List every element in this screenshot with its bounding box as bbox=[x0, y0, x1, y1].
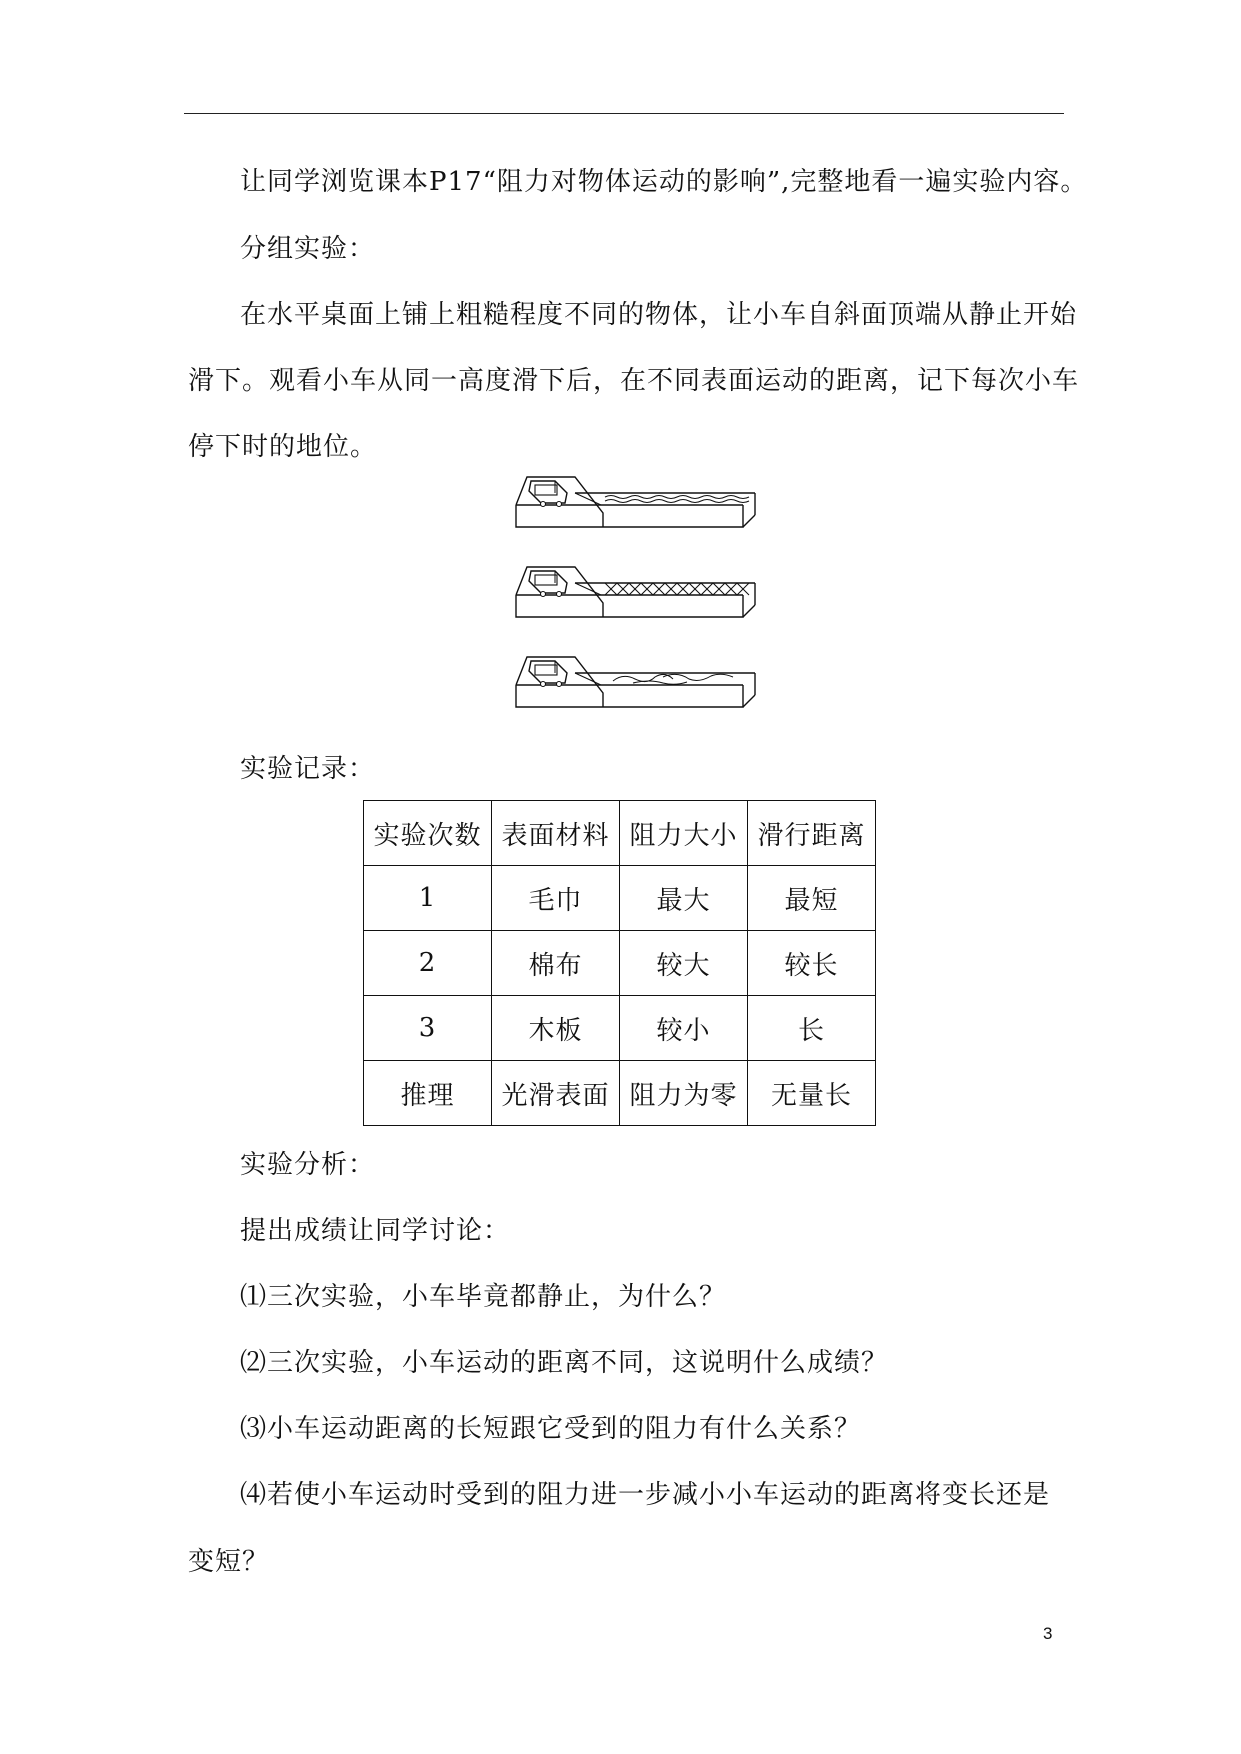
table-row bbox=[364, 1061, 876, 1126]
table-header-row bbox=[364, 801, 876, 866]
table-cell: 毛巾 bbox=[492, 866, 620, 931]
paragraph-intro: 让同学浏览课本P17“阻力对物体运动的影响”,完整地看一遍实验内容。 bbox=[240, 167, 1088, 197]
question-4-line-1: ⑷若使小车运动时受到的阻力进一步减小小车运动的距离将变长还是 bbox=[240, 1480, 1051, 1510]
heading-experiment-record: 实验记录： bbox=[240, 754, 376, 784]
table-cell: 棉布 bbox=[492, 931, 620, 996]
question-1: ⑴三次实验，小车毕竟都静止，为什么？ bbox=[240, 1282, 727, 1312]
paragraph-procedure-line-1: 在水平桌面上铺上粗糙程度不同的物体，让小车自斜面顶端从静止开始 bbox=[240, 300, 1078, 330]
ramp-towel-surface bbox=[516, 477, 755, 527]
table-cell: 较大 bbox=[620, 931, 748, 996]
table-cell: 最短 bbox=[748, 866, 876, 931]
table-cell: 3 bbox=[364, 996, 492, 1061]
table-cell: 2 bbox=[364, 931, 492, 996]
table-cell: 光滑表面 bbox=[492, 1061, 620, 1126]
table-cell: 较小 bbox=[620, 996, 748, 1061]
header-rule bbox=[184, 113, 1064, 114]
page-number: 3 bbox=[1043, 1624, 1053, 1643]
table-header-cell: 表面材料 bbox=[492, 801, 620, 866]
table-cell: 推理 bbox=[364, 1061, 492, 1126]
ramp-cloth-surface bbox=[516, 567, 755, 617]
table-cell: 阻力为零 bbox=[620, 1061, 748, 1126]
table-row bbox=[364, 866, 876, 931]
table-header-cell: 阻力大小 bbox=[620, 801, 748, 866]
table-row bbox=[364, 931, 876, 996]
ramp-wood-surface bbox=[516, 657, 755, 707]
table-header-cell: 滑行距离 bbox=[748, 801, 876, 866]
question-2: ⑵三次实验，小车运动的距离不同，这说明什么成绩？ bbox=[240, 1348, 889, 1378]
table-cell: 较长 bbox=[748, 931, 876, 996]
table-cell: 最大 bbox=[620, 866, 748, 931]
paragraph-procedure-line-2: 滑下。观看小车从同一高度滑下后，在不同表面运动的距离，记下每次小车 bbox=[188, 366, 1080, 396]
table-cell: 长 bbox=[748, 996, 876, 1061]
heading-experiment-analysis: 实验分析： bbox=[240, 1150, 376, 1180]
paragraph-discussion-intro: 提出成绩让同学讨论： bbox=[240, 1216, 511, 1246]
question-4-line-2: 变短？ bbox=[188, 1547, 270, 1577]
table-row bbox=[364, 996, 876, 1061]
heading-group-experiment: 分组实验： bbox=[240, 234, 376, 264]
experiment-figure bbox=[505, 470, 775, 740]
table-header-cell: 实验次数 bbox=[364, 801, 492, 866]
question-3: ⑶小车运动距离的长短跟它受到的阻力有什么关系？ bbox=[240, 1414, 862, 1444]
paragraph-procedure-line-3: 停下时的地位。 bbox=[188, 432, 378, 462]
table-cell: 无量长 bbox=[748, 1061, 876, 1126]
table-cell: 1 bbox=[364, 866, 492, 931]
experiment-record-table bbox=[363, 800, 876, 1126]
table-cell: 木板 bbox=[492, 996, 620, 1061]
